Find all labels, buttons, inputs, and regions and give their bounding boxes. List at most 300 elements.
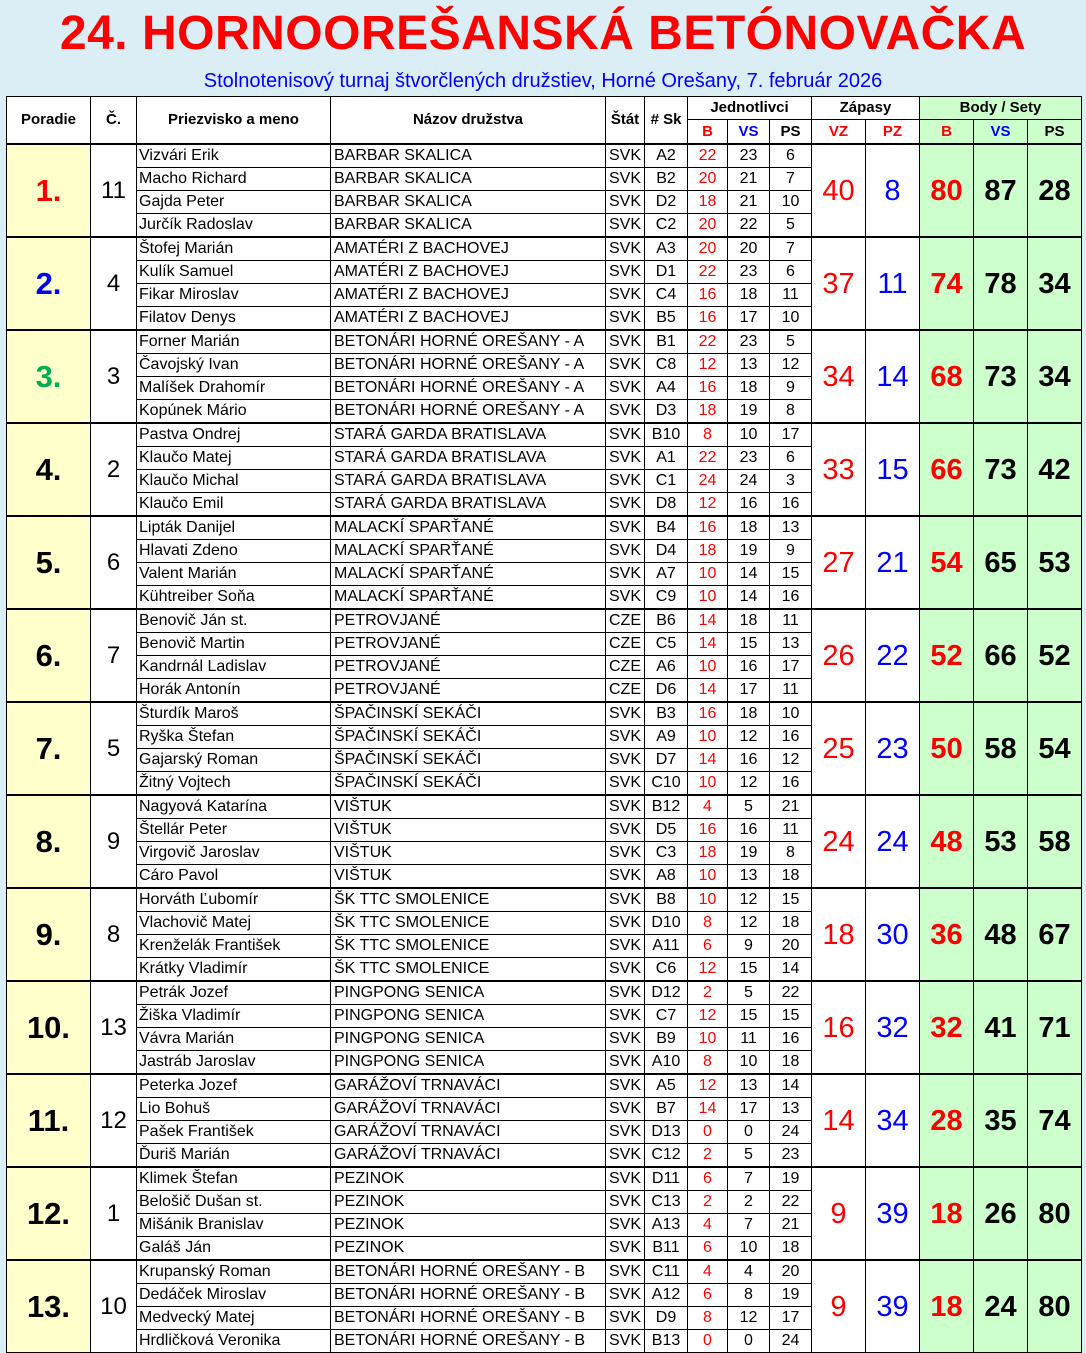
team-body: 66	[920, 423, 974, 516]
table-row	[7, 1260, 1082, 1284]
team-name: MALACKÍ SPARŤANÉ	[331, 563, 606, 586]
player-ps: 15	[770, 888, 812, 912]
team-ps: 80	[1028, 1260, 1082, 1353]
team-vs: 53	[974, 795, 1028, 888]
player-vs: 22	[728, 214, 770, 238]
player-vs: 18	[728, 516, 770, 540]
player-sk: A5	[645, 1074, 688, 1098]
player-vs: 2	[728, 1191, 770, 1214]
team-body: 48	[920, 795, 974, 888]
player-sk: A2	[645, 144, 688, 168]
team-name: PINGPONG SENICA	[331, 1005, 606, 1028]
player-vs: 19	[728, 540, 770, 563]
player-b: 6	[688, 1237, 728, 1261]
header-sk: # Sk	[645, 97, 688, 145]
player-ps: 6	[770, 144, 812, 168]
team-ps: 34	[1028, 237, 1082, 330]
header-zapasy: Zápasy	[812, 97, 920, 120]
team-pz: 15	[866, 423, 920, 516]
team-name: VIŠTUK	[331, 865, 606, 889]
team-name: BARBAR SKALICA	[331, 168, 606, 191]
team-number: 11	[91, 144, 137, 237]
player-b: 4	[688, 1260, 728, 1284]
player-vs: 16	[728, 819, 770, 842]
player-sk: C10	[645, 772, 688, 796]
team-name: PEZINOK	[331, 1237, 606, 1261]
team-vz: 24	[812, 795, 866, 888]
player-state: SVK	[606, 1214, 645, 1237]
player-b: 10	[688, 772, 728, 796]
player-ps: 5	[770, 214, 812, 238]
player-name: Krenželák František	[137, 935, 331, 958]
player-b: 6	[688, 935, 728, 958]
player-state: SVK	[606, 1307, 645, 1330]
team-vs: 58	[974, 702, 1028, 795]
player-ps: 6	[770, 447, 812, 470]
team-place: 8.	[7, 795, 91, 888]
team-place: 5.	[7, 516, 91, 609]
team-name: GARÁŽOVÍ TRNAVÁCI	[331, 1074, 606, 1098]
header-druzstvo: Názov družstva	[331, 97, 606, 145]
player-state: SVK	[606, 237, 645, 261]
player-b: 14	[688, 609, 728, 633]
team-ps: 53	[1028, 516, 1082, 609]
player-sk: C3	[645, 842, 688, 865]
player-state: SVK	[606, 772, 645, 796]
player-sk: A6	[645, 656, 688, 679]
player-ps: 13	[770, 1098, 812, 1121]
header-stat: Štát	[606, 97, 645, 145]
player-b: 22	[688, 330, 728, 354]
player-state: SVK	[606, 191, 645, 214]
player-sk: A9	[645, 726, 688, 749]
player-state: SVK	[606, 1144, 645, 1168]
player-name: Pastva Ondrej	[137, 423, 331, 447]
team-name: GARÁŽOVÍ TRNAVÁCI	[331, 1098, 606, 1121]
player-ps: 10	[770, 702, 812, 726]
player-sk: B3	[645, 702, 688, 726]
player-sk: B13	[645, 1330, 688, 1353]
team-name: ŠPAČINSKÍ SEKÁČI	[331, 749, 606, 772]
team-name: ŠK TTC SMOLENICE	[331, 888, 606, 912]
player-ps: 22	[770, 1191, 812, 1214]
player-name: Galáš Ján	[137, 1237, 331, 1261]
player-b: 14	[688, 633, 728, 656]
player-vs: 14	[728, 586, 770, 610]
player-ps: 14	[770, 1074, 812, 1098]
team-number: 4	[91, 237, 137, 330]
team-number: 13	[91, 981, 137, 1074]
player-ps: 21	[770, 1214, 812, 1237]
header-j-ps: PS	[770, 120, 812, 145]
player-vs: 18	[728, 702, 770, 726]
player-b: 16	[688, 284, 728, 307]
team-ps: 80	[1028, 1167, 1082, 1260]
player-sk: C11	[645, 1260, 688, 1284]
player-name: Šturdík Maroš	[137, 702, 331, 726]
team-name: ŠK TTC SMOLENICE	[331, 935, 606, 958]
team-number: 8	[91, 888, 137, 981]
player-sk: D11	[645, 1167, 688, 1191]
team-name: BETONÁRI HORNÉ OREŠANY - B	[331, 1330, 606, 1353]
team-name: ŠPAČINSKÍ SEKÁČI	[331, 726, 606, 749]
player-b: 12	[688, 493, 728, 517]
player-name: Horváth Ľubomír	[137, 888, 331, 912]
player-vs: 12	[728, 772, 770, 796]
team-vs: 78	[974, 237, 1028, 330]
player-sk: C12	[645, 1144, 688, 1168]
player-b: 22	[688, 261, 728, 284]
player-b: 16	[688, 819, 728, 842]
player-vs: 11	[728, 1028, 770, 1051]
player-sk: B4	[645, 516, 688, 540]
player-vs: 4	[728, 1260, 770, 1284]
player-sk: B2	[645, 168, 688, 191]
team-body: 36	[920, 888, 974, 981]
player-sk: A4	[645, 377, 688, 400]
player-vs: 8	[728, 1284, 770, 1307]
player-vs: 16	[728, 749, 770, 772]
team-place: 2.	[7, 237, 91, 330]
table-row	[7, 702, 1082, 726]
player-ps: 11	[770, 609, 812, 633]
team-place: 3.	[7, 330, 91, 423]
player-vs: 5	[728, 981, 770, 1005]
team-vz: 16	[812, 981, 866, 1074]
player-vs: 17	[728, 307, 770, 331]
player-name: Belošič Dušan st.	[137, 1191, 331, 1214]
team-name: ŠPAČINSKÍ SEKÁČI	[331, 772, 606, 796]
team-name: PINGPONG SENICA	[331, 1051, 606, 1075]
player-sk: D2	[645, 191, 688, 214]
team-number: 2	[91, 423, 137, 516]
player-name: Žiška Vladimír	[137, 1005, 331, 1028]
player-b: 10	[688, 865, 728, 889]
team-place: 7.	[7, 702, 91, 795]
player-ps: 22	[770, 981, 812, 1005]
player-b: 2	[688, 1191, 728, 1214]
player-ps: 18	[770, 1051, 812, 1075]
player-sk: B11	[645, 1237, 688, 1261]
team-body: 68	[920, 330, 974, 423]
player-sk: B8	[645, 888, 688, 912]
player-ps: 10	[770, 307, 812, 331]
player-b: 12	[688, 1074, 728, 1098]
team-name: PINGPONG SENICA	[331, 981, 606, 1005]
team-pz: 23	[866, 702, 920, 795]
player-state: SVK	[606, 168, 645, 191]
player-sk: A11	[645, 935, 688, 958]
player-name: Vávra Marián	[137, 1028, 331, 1051]
player-b: 16	[688, 307, 728, 331]
team-pz: 39	[866, 1167, 920, 1260]
player-ps: 6	[770, 261, 812, 284]
player-vs: 19	[728, 842, 770, 865]
team-pz: 24	[866, 795, 920, 888]
team-name: STARÁ GARDA BRATISLAVA	[331, 447, 606, 470]
team-place: 6.	[7, 609, 91, 702]
header-cislo: Č.	[91, 97, 137, 145]
team-vz: 37	[812, 237, 866, 330]
player-sk: C5	[645, 633, 688, 656]
team-number: 12	[91, 1074, 137, 1167]
player-vs: 16	[728, 656, 770, 679]
team-name: PETROVJANÉ	[331, 679, 606, 703]
team-vz: 9	[812, 1260, 866, 1353]
team-name: BETONÁRI HORNÉ OREŠANY - B	[331, 1260, 606, 1284]
team-name: BETONÁRI HORNÉ OREŠANY - B	[331, 1307, 606, 1330]
player-ps: 21	[770, 795, 812, 819]
header-ps: PS	[1028, 120, 1082, 145]
header-pz: PZ	[866, 120, 920, 145]
player-state: SVK	[606, 865, 645, 889]
player-state: SVK	[606, 423, 645, 447]
team-name: PEZINOK	[331, 1167, 606, 1191]
player-b: 16	[688, 377, 728, 400]
team-name: AMATÉRI Z BACHOVEJ	[331, 237, 606, 261]
player-state: SVK	[606, 261, 645, 284]
team-vs: 48	[974, 888, 1028, 981]
player-ps: 17	[770, 656, 812, 679]
player-vs: 7	[728, 1167, 770, 1191]
header-poradie: Poradie	[7, 97, 91, 145]
player-state: SVK	[606, 1005, 645, 1028]
team-ps: 71	[1028, 981, 1082, 1074]
team-vs: 35	[974, 1074, 1028, 1167]
player-ps: 24	[770, 1121, 812, 1144]
player-sk: D13	[645, 1121, 688, 1144]
player-name: Peterka Jozef	[137, 1074, 331, 1098]
player-sk: D6	[645, 679, 688, 703]
player-name: Štellár Peter	[137, 819, 331, 842]
player-name: Pašek František	[137, 1121, 331, 1144]
team-name: PETROVJANÉ	[331, 633, 606, 656]
player-vs: 23	[728, 261, 770, 284]
team-name: ŠPAČINSKÍ SEKÁČI	[331, 702, 606, 726]
player-name: Jastráb Jaroslav	[137, 1051, 331, 1075]
player-state: SVK	[606, 1260, 645, 1284]
team-body: 80	[920, 144, 974, 237]
player-ps: 8	[770, 400, 812, 424]
team-name: BETONÁRI HORNÉ OREŠANY - A	[331, 377, 606, 400]
team-name: BARBAR SKALICA	[331, 191, 606, 214]
team-ps: 54	[1028, 702, 1082, 795]
player-b: 2	[688, 981, 728, 1005]
player-sk: C8	[645, 354, 688, 377]
player-name: Kulík Samuel	[137, 261, 331, 284]
player-ps: 7	[770, 168, 812, 191]
player-state: SVK	[606, 958, 645, 982]
player-b: 10	[688, 1028, 728, 1051]
player-sk: B7	[645, 1098, 688, 1121]
team-body: 28	[920, 1074, 974, 1167]
team-vz: 9	[812, 1167, 866, 1260]
player-vs: 18	[728, 377, 770, 400]
team-vz: 14	[812, 1074, 866, 1167]
header-j-b: B	[688, 120, 728, 145]
player-name: Kandrnál Ladislav	[137, 656, 331, 679]
player-sk: B12	[645, 795, 688, 819]
player-state: SVK	[606, 540, 645, 563]
player-vs: 12	[728, 726, 770, 749]
player-b: 4	[688, 795, 728, 819]
player-vs: 18	[728, 284, 770, 307]
team-vs: 65	[974, 516, 1028, 609]
team-pz: 39	[866, 1260, 920, 1353]
team-pz: 14	[866, 330, 920, 423]
team-name: BETONÁRI HORNÉ OREŠANY - B	[331, 1284, 606, 1307]
player-state: SVK	[606, 749, 645, 772]
player-name: Benovič Ján st.	[137, 609, 331, 633]
team-name: VIŠTUK	[331, 819, 606, 842]
team-name: AMATÉRI Z BACHOVEJ	[331, 261, 606, 284]
player-ps: 18	[770, 1237, 812, 1261]
player-name: Štofej Marián	[137, 237, 331, 261]
player-name: Čavojský Ivan	[137, 354, 331, 377]
team-ps: 52	[1028, 609, 1082, 702]
player-name: Jurčík Radoslav	[137, 214, 331, 238]
player-sk: C13	[645, 1191, 688, 1214]
team-name: ŠK TTC SMOLENICE	[331, 912, 606, 935]
team-pz: 21	[866, 516, 920, 609]
player-name: Hlavati Zdeno	[137, 540, 331, 563]
player-ps: 19	[770, 1284, 812, 1307]
player-vs: 12	[728, 912, 770, 935]
player-state: SVK	[606, 1191, 645, 1214]
player-b: 22	[688, 144, 728, 168]
player-state: SVK	[606, 1330, 645, 1353]
results-body	[7, 144, 1082, 1353]
team-body: 50	[920, 702, 974, 795]
player-sk: D1	[645, 261, 688, 284]
player-state: CZE	[606, 656, 645, 679]
team-pz: 30	[866, 888, 920, 981]
player-state: SVK	[606, 842, 645, 865]
player-b: 16	[688, 516, 728, 540]
header-jednotlivci: Jednotlivci	[688, 97, 812, 120]
player-state: SVK	[606, 586, 645, 610]
player-ps: 8	[770, 842, 812, 865]
player-state: SVK	[606, 819, 645, 842]
team-name: MALACKÍ SPARŤANÉ	[331, 540, 606, 563]
player-b: 6	[688, 1167, 728, 1191]
player-ps: 11	[770, 819, 812, 842]
team-ps: 28	[1028, 144, 1082, 237]
player-b: 10	[688, 586, 728, 610]
player-b: 10	[688, 888, 728, 912]
player-ps: 12	[770, 749, 812, 772]
table-row	[7, 423, 1082, 447]
player-state: CZE	[606, 609, 645, 633]
table-row	[7, 330, 1082, 354]
player-name: Vlachovič Matej	[137, 912, 331, 935]
player-sk: A13	[645, 1214, 688, 1237]
header-meno: Priezvisko a meno	[137, 97, 331, 145]
player-ps: 9	[770, 377, 812, 400]
player-b: 20	[688, 168, 728, 191]
player-name: Macho Richard	[137, 168, 331, 191]
player-sk: A7	[645, 563, 688, 586]
team-number: 6	[91, 516, 137, 609]
player-sk: A3	[645, 237, 688, 261]
results-table	[6, 96, 1082, 1353]
player-name: Hrdličková Veronika	[137, 1330, 331, 1353]
player-sk: D4	[645, 540, 688, 563]
team-ps: 34	[1028, 330, 1082, 423]
team-name: VIŠTUK	[331, 795, 606, 819]
player-name: Krátky Vladimír	[137, 958, 331, 982]
player-b: 14	[688, 679, 728, 703]
player-sk: C1	[645, 470, 688, 493]
player-sk: B5	[645, 307, 688, 331]
page-title: 24. HORNOOREŠANSKÁ BETÓNOVAČKA	[59, 7, 1027, 60]
team-vz: 33	[812, 423, 866, 516]
player-vs: 0	[728, 1121, 770, 1144]
player-state: SVK	[606, 307, 645, 331]
player-sk: A12	[645, 1284, 688, 1307]
team-vs: 73	[974, 330, 1028, 423]
team-place: 4.	[7, 423, 91, 516]
player-ps: 13	[770, 633, 812, 656]
player-state: SVK	[606, 912, 645, 935]
team-name: VIŠTUK	[331, 842, 606, 865]
team-number: 1	[91, 1167, 137, 1260]
player-b: 8	[688, 1307, 728, 1330]
player-vs: 12	[728, 1307, 770, 1330]
player-vs: 23	[728, 144, 770, 168]
player-ps: 11	[770, 679, 812, 703]
team-name: PEZINOK	[331, 1191, 606, 1214]
team-name: ŠK TTC SMOLENICE	[331, 958, 606, 982]
team-body: 52	[920, 609, 974, 702]
team-name: BARBAR SKALICA	[331, 144, 606, 168]
player-state: SVK	[606, 1028, 645, 1051]
player-b: 8	[688, 912, 728, 935]
player-name: Virgovič Jaroslav	[137, 842, 331, 865]
player-state: SVK	[606, 795, 645, 819]
player-vs: 21	[728, 191, 770, 214]
player-vs: 15	[728, 1005, 770, 1028]
player-sk: D5	[645, 819, 688, 842]
player-name: Ďuriš Marián	[137, 1144, 331, 1168]
player-vs: 5	[728, 1144, 770, 1168]
table-row	[7, 516, 1082, 540]
player-b: 12	[688, 958, 728, 982]
player-vs: 17	[728, 679, 770, 703]
table-row	[7, 981, 1082, 1005]
player-vs: 18	[728, 609, 770, 633]
team-vs: 24	[974, 1260, 1028, 1353]
player-sk: B9	[645, 1028, 688, 1051]
team-pz: 8	[866, 144, 920, 237]
player-state: SVK	[606, 1051, 645, 1075]
table-row	[7, 1074, 1082, 1098]
player-name: Lio Bohuš	[137, 1098, 331, 1121]
player-vs: 21	[728, 168, 770, 191]
player-sk: A1	[645, 447, 688, 470]
player-ps: 7	[770, 237, 812, 261]
player-b: 10	[688, 656, 728, 679]
player-b: 22	[688, 447, 728, 470]
player-vs: 23	[728, 330, 770, 354]
player-b: 6	[688, 1284, 728, 1307]
player-ps: 24	[770, 1330, 812, 1353]
player-name: Dedáček Miroslav	[137, 1284, 331, 1307]
player-ps: 20	[770, 1260, 812, 1284]
player-state: SVK	[606, 1237, 645, 1261]
player-state: SVK	[606, 935, 645, 958]
player-vs: 12	[728, 888, 770, 912]
